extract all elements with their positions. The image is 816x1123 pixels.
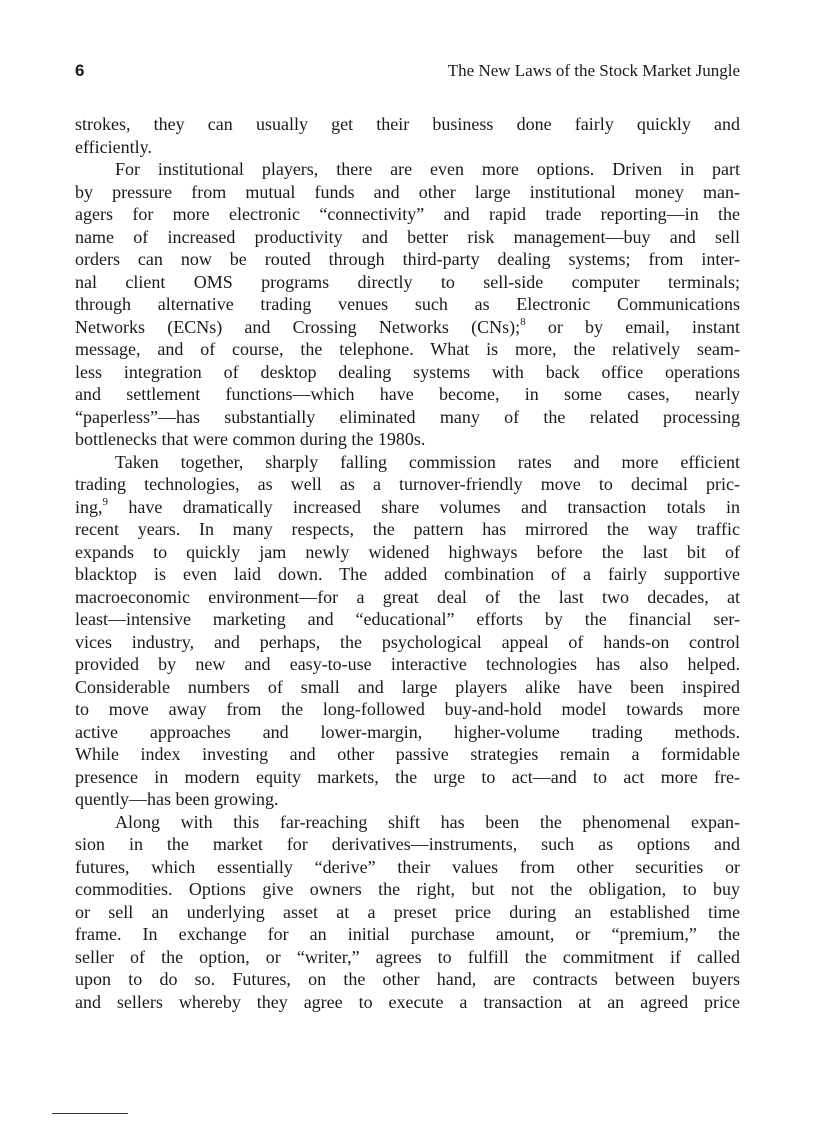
text-line (75, 968, 740, 991)
text-line (75, 901, 740, 924)
line-text-continued: have dramatically increased share volumes and transaction totals in (108, 496, 740, 517)
text-line (75, 248, 740, 271)
line-text: frame. In exchange for an initial purchase amount, or “premium,” the (75, 924, 740, 944)
text-line (75, 833, 740, 856)
text-line (75, 586, 740, 609)
text-line (75, 158, 740, 181)
line-text: through alternative trading venues such as Electronic Communications (75, 294, 740, 314)
text-line (75, 991, 740, 1014)
text-line (75, 563, 740, 586)
text-line (75, 203, 740, 226)
text-line (75, 608, 740, 631)
line-text: While index investing and other passive strategies remain a formidable (75, 744, 740, 764)
body-text (75, 113, 740, 1013)
text-line (75, 923, 740, 946)
line-text: Along with this far-reaching shift has been the phenomenal expan- (115, 811, 740, 832)
text-line (75, 181, 740, 204)
line-text: expands to quickly jam newly widened highways before the last bit of (75, 541, 740, 562)
line-text: name of increased productivity and better risk management—buy and sell (75, 226, 740, 247)
text-line (75, 136, 740, 159)
line-text: For institutional players, there are even more options. Driven in part (115, 159, 740, 179)
text-line (75, 473, 740, 496)
line-text: message, and of course, the telephone. What is more, the relatively seam- (75, 339, 740, 359)
line-text: Networks (ECNs) and Crossing Networks (CNs); (75, 316, 521, 337)
text-line (75, 293, 740, 316)
text-line (75, 406, 740, 429)
line-text-continued: or by email, instant (525, 316, 740, 337)
text-line (75, 271, 740, 294)
line-text: upon to do so. Futures, on the other hand, are contracts between buyers (75, 969, 740, 989)
line-text: Taken together, sharply falling commission rates and more efficient (115, 451, 740, 472)
footnote-rule (52, 1113, 128, 1114)
line-text: provided by new and easy-to-use interactive technologies has also helped. (75, 654, 740, 674)
text-line (75, 428, 740, 451)
text-line (75, 496, 740, 519)
line-text: or sell an underlying asset at a preset price during an established time (75, 901, 740, 922)
text-line (75, 698, 740, 721)
text-line (75, 541, 740, 564)
text-line (75, 451, 740, 474)
line-text: agers for more electronic “connectivity” and rapid trade reporting—in the (75, 204, 740, 224)
line-text: commodities. Options give owners the right, but not the obligation, to buy (75, 879, 740, 899)
line-text: nal client OMS programs directly to sell-side computer terminals; (75, 271, 740, 292)
line-text: sion in the market for derivatives—instruments, such as options and (75, 834, 740, 854)
line-text: vices industry, and perhaps, the psychological appeal of hands-on control (75, 631, 740, 652)
line-text: by pressure from mutual funds and other large institutional money man- (75, 181, 740, 202)
line-text: macroeconomic environment—for a great deal of the last two decades, at (75, 586, 740, 607)
footnote-ref: 9 (102, 495, 109, 508)
line-text: presence in modern equity markets, the urge to act—and to act more fre- (75, 766, 740, 787)
text-line (75, 631, 740, 654)
text-line (75, 878, 740, 901)
line-text: recent years. In many respects, the pattern has mirrored the way traffic (75, 519, 740, 539)
line-text: futures, which essentially “derive” their values from other securities or (75, 856, 740, 877)
line-text: to move away from the long-followed buy-and-hold model towards more (75, 699, 740, 719)
line-text: least—intensive marketing and “educational” efforts by the financial ser- (75, 609, 740, 629)
text-line (75, 226, 740, 249)
text-line (75, 788, 740, 811)
line-text: and sellers whereby they agree to execute a transaction at an agreed price (75, 991, 740, 1012)
line-text: and settlement functions—which have become, in some cases, nearly (75, 384, 740, 404)
line-text: “paperless”—has substantially eliminated many of the related processing (75, 406, 740, 427)
text-line (75, 676, 740, 699)
running-head: The New Laws of the Stock Market Jungle (447, 61, 740, 80)
text-line (75, 766, 740, 789)
text-line (75, 721, 740, 744)
text-line (75, 946, 740, 969)
line-text: ing, (75, 496, 103, 517)
text-line (75, 653, 740, 676)
line-text: trading technologies, as well as a turnover-friendly move to decimal pric- (75, 474, 740, 494)
line-text: strokes, they can usually get their business done fairly quickly and (75, 114, 740, 134)
text-line (75, 811, 740, 834)
line-text: less integration of desktop dealing systems with back office operations (75, 361, 740, 382)
text-line (75, 338, 740, 361)
text-line (75, 316, 740, 339)
text-line (75, 113, 740, 136)
page-number: 6 (75, 61, 85, 80)
text-line (75, 518, 740, 541)
text-line (75, 361, 740, 384)
line-text: quently—has been growing. (75, 789, 279, 809)
line-text: seller of the option, or “writer,” agrees to fulfill the commitment if called (75, 946, 740, 967)
line-text: Considerable numbers of small and large players alike have been inspired (75, 676, 740, 697)
footnote-ref: 8 (520, 315, 526, 328)
line-text: blacktop is even laid down. The added combination of a fairly supportive (75, 564, 740, 584)
text-line (75, 743, 740, 766)
text-line (75, 856, 740, 879)
line-text: active approaches and lower-margin, higher-volume trading methods. (75, 721, 740, 742)
line-text: orders can now be routed through third-party dealing systems; from inter- (75, 249, 740, 269)
line-text: efficiently. (75, 136, 152, 157)
text-line (75, 383, 740, 406)
line-text: bottlenecks that were common during the 1980s. (75, 429, 426, 449)
